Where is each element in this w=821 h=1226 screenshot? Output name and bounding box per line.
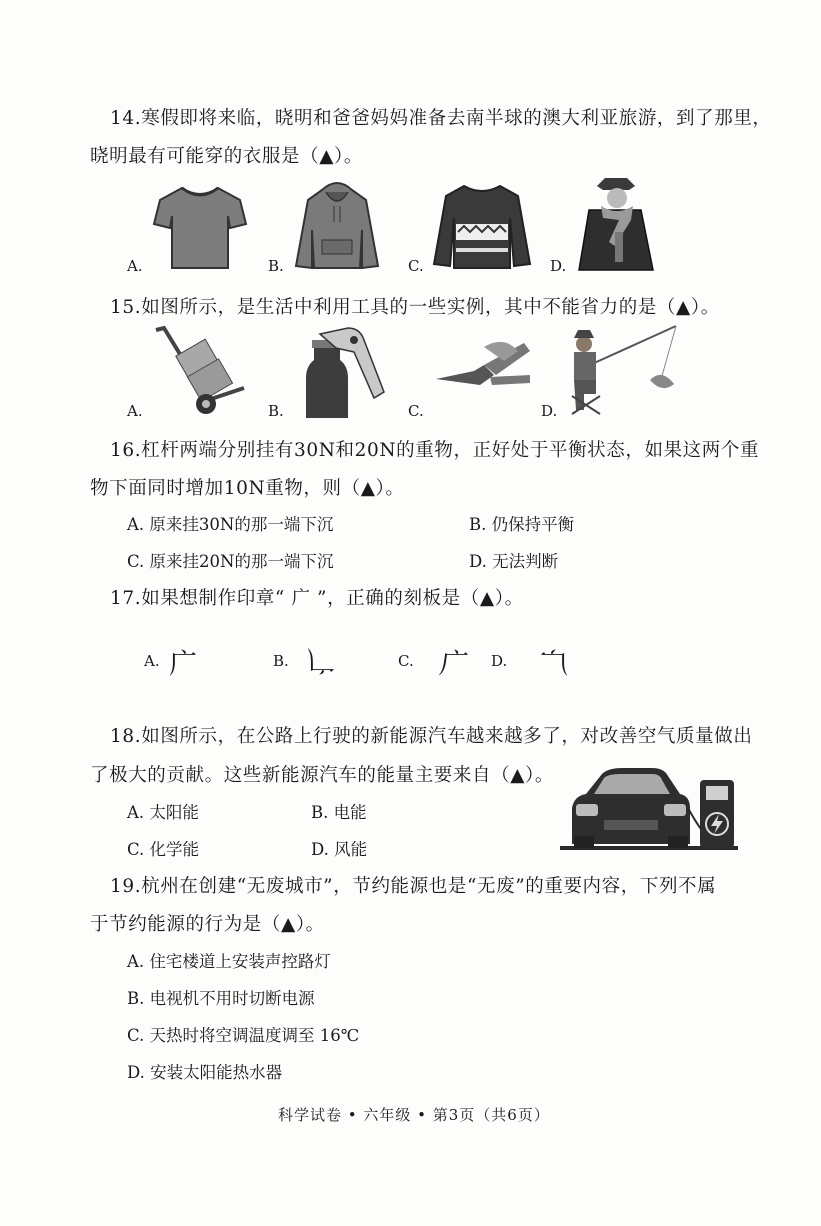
q15-option-b-label: B. bbox=[268, 402, 284, 420]
q19-option-b: B. 电视机不用时切断电源 bbox=[127, 989, 315, 1008]
q16-option-b: B. 仍保持平衡 bbox=[469, 515, 575, 534]
q19-line2: 于节约能源的行为是（▲）。 bbox=[90, 914, 325, 935]
q14-option-d-label: D. bbox=[550, 257, 567, 275]
q17-option-a-label: A. bbox=[144, 652, 160, 670]
q14-option-a-label: A. bbox=[127, 257, 143, 275]
page-footer: 科学试卷 • 六年级 • 第3页（共6页） bbox=[278, 1106, 550, 1124]
bottle-opener-image bbox=[300, 326, 390, 418]
q17-option-b-glyph: 广 bbox=[307, 644, 336, 677]
q18-option-b: B. 电能 bbox=[311, 803, 367, 822]
q17-option-a-glyph: 广 bbox=[169, 647, 198, 680]
fishing-man-image bbox=[566, 324, 686, 420]
q17-option-d-glyph: 广 bbox=[540, 647, 569, 680]
q15-text: 15.如图所示，是生活中利用工具的一些实例，其中不能省力的是（▲）。 bbox=[110, 297, 720, 318]
ev-charging-image bbox=[560, 760, 738, 852]
q15-option-c-label: C. bbox=[408, 402, 424, 420]
q16-option-d: D. 无法判断 bbox=[469, 552, 559, 571]
q17-option-c-glyph: 广 bbox=[437, 647, 471, 680]
q15-option-a-label: A. bbox=[127, 402, 143, 420]
winter-coat-image bbox=[575, 176, 657, 272]
pliers-image bbox=[434, 335, 534, 395]
q18-option-c: C. 化学能 bbox=[127, 840, 200, 859]
q19-option-c: C. 天热时将空调温度调至 16℃ bbox=[127, 1026, 360, 1045]
q18-option-a: A. 太阳能 bbox=[127, 803, 199, 822]
sweater-image bbox=[432, 178, 532, 272]
q18-line2: 了极大的贡献。这些新能源汽车的能量主要来自（▲）。 bbox=[90, 765, 554, 786]
hoodie-image bbox=[292, 180, 382, 272]
q19-option-a: A. 住宅楼道上安装声控路灯 bbox=[127, 952, 331, 971]
hand-truck-image bbox=[150, 328, 250, 418]
q17-option-d-label: D. bbox=[491, 652, 508, 670]
q16-line2: 物下面同时增加10N重物，则（▲）。 bbox=[90, 478, 405, 499]
q19-line1: 19.杭州在创建“无废城市”，节约能源也是“无废”的重要内容，下列不属 bbox=[110, 876, 717, 897]
q14-line1: 14.寒假即将来临，晓明和爸爸妈妈准备去南半球的澳大利亚旅游，到了那里， bbox=[110, 108, 772, 129]
q14-option-b-label: B. bbox=[268, 257, 284, 275]
q18-option-d: D. 风能 bbox=[311, 840, 368, 859]
q16-line1: 16.杠杆两端分别挂有30N和20N的重物，正好处于平衡状态，如果这两个重 bbox=[110, 440, 760, 461]
q17-text: 17.如果想制作印章“ 广 ”，正确的刻板是（▲）。 bbox=[110, 588, 524, 609]
tshirt-image bbox=[152, 180, 248, 272]
q16-option-a: A. 原来挂30N的那一端下沉 bbox=[127, 515, 334, 534]
q17-option-b-label: B. bbox=[273, 652, 289, 670]
q15-option-d-label: D. bbox=[541, 402, 558, 420]
q18-line1: 18.如图所示，在公路上行驶的新能源汽车越来越多了，对改善空气质量做出 bbox=[110, 726, 753, 747]
q14-option-c-label: C. bbox=[408, 257, 424, 275]
q19-option-d: D. 安装太阳能热水器 bbox=[127, 1063, 283, 1082]
q16-option-c: C. 原来挂20N的那一端下沉 bbox=[127, 552, 334, 571]
q14-line2: 晓明最有可能穿的衣服是（▲）。 bbox=[90, 146, 363, 167]
q17-option-c-label: C. bbox=[398, 652, 414, 670]
